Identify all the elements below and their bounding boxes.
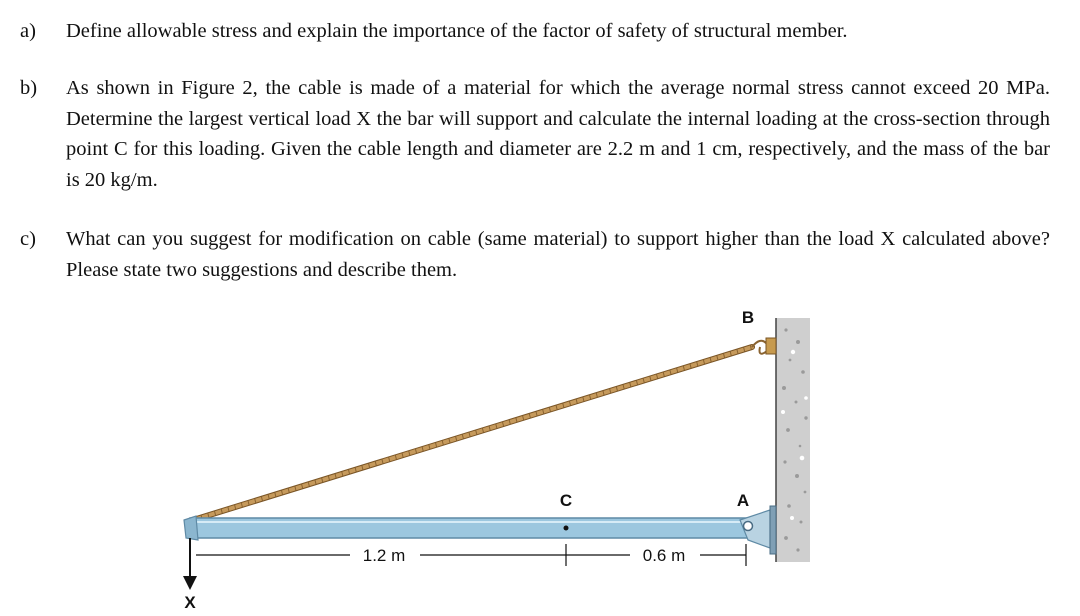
question-a-label: a) [20,20,36,42]
wall [776,318,810,562]
anchor-b [752,338,776,354]
question-c-text: What can you suggest for modification on cable (same material) to support higher than the load X calculated above? Please state two suggestions and describe them. [66,228,1050,281]
label-b: B [741,308,755,327]
cable [190,347,752,521]
question-c-label: c) [20,228,36,250]
label-x: X [184,593,196,612]
question-b-label: b) [20,77,38,99]
dim-label-right: 0.6 m [642,546,686,565]
load-arrow [183,538,197,590]
question-b-text: As shown in Figure 2, the cable is made of a material for which the average normal stress cannot exceed 20 MPa. Determine the largest vertical load X the bar will support and calculate the internal loading at the cross-section through point C for this loading. Given the cable length and diameter are 2.2 m and 1 cm, respectively, and the mass of the bar is 20 kg/m. [66,77,1050,191]
question-a-text: Define allowable stress and explain the importance of the factor of safety of structural member. [66,20,848,42]
dim-label-left: 1.2 m [362,546,406,565]
label-a: A [736,491,750,510]
point-c-marker [564,526,569,531]
label-c: C [559,491,573,510]
bar [184,516,770,540]
